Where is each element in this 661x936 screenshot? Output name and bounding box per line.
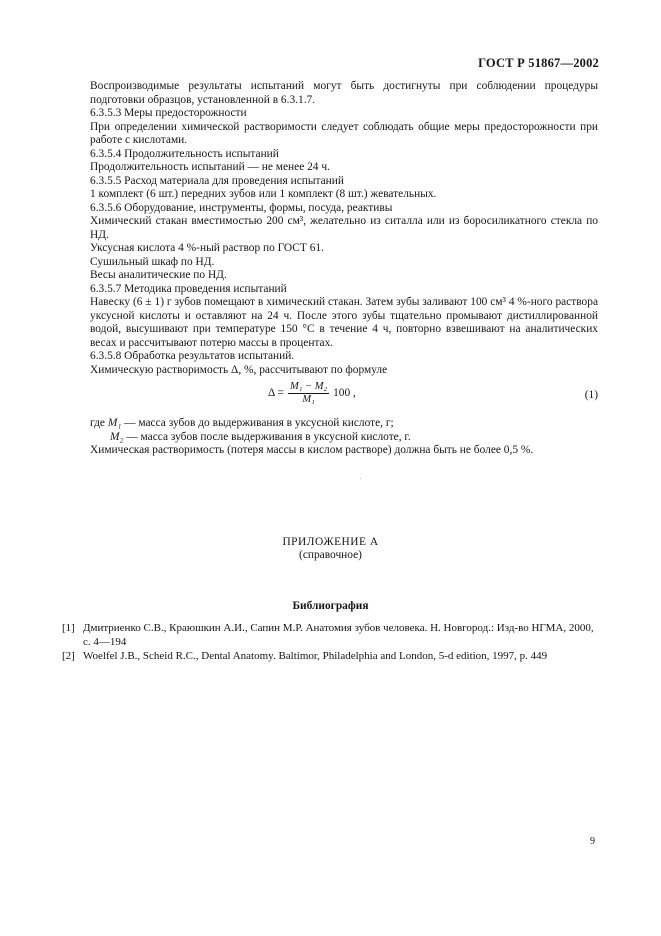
formula-denominator: M₁ <box>302 394 315 405</box>
appendix-heading <box>0 536 661 562</box>
appendix-subtitle: (справочное) <box>299 549 362 561</box>
paragraph-method: Навеску (6 ± 1) г зубов помещают в химический стакан. Затем зубы заливают 100 см³ 4 %-ного раствора уксусной кислоты и оставляют на 24 ч. После этого зубы тщательно промывают дистиллированной водой, высушивают при температуре 150 °С в течение 4 ч, повторно взвешивают на аналитических весах и рассчитывают потерю массы в процентах. <box>90 296 598 349</box>
scan-speck <box>360 478 361 479</box>
bibliography-item-number: [2] <box>62 650 75 662</box>
paragraph-duration: Продолжительность испытаний — не менее 24 ч. <box>90 161 330 173</box>
paragraph-formula-intro: Химическую растворимость Δ, %, рассчитывают по формуле <box>90 363 388 376</box>
page-number: 9 <box>590 836 595 847</box>
paragraph-beaker: Химический стакан вместимостью 200 см³, желательно из ситалла или из боросиликатного стекла по НД. <box>90 215 598 241</box>
paragraph-precautions: При определении химической растворимости следует соблюдать общие меры предосторожности при работе с кислотами. <box>90 120 598 146</box>
formula-lhs: Δ = <box>268 386 284 399</box>
bibliography-item <box>62 650 598 664</box>
where-m1 <box>90 417 598 431</box>
standard-header: ГОСТ Р 51867—2002 <box>478 56 599 70</box>
paragraph-acid: Уксусная кислота 4 %-ный раствор по ГОСТ 61. <box>90 242 324 254</box>
formula-numerator: M₁ − M₂ <box>289 381 328 392</box>
heading-6-3-5-6: 6.3.5.6 Оборудование, инструменты, формы, посуда, реактивы <box>90 201 393 214</box>
formula-row <box>90 381 598 411</box>
heading-6-3-5-3: 6.3.5.3 Меры предосторожности <box>90 107 247 119</box>
m2-symbol: M₂ <box>110 430 124 443</box>
section-body <box>90 80 598 458</box>
heading-6-3-5-4: 6.3.5.4 Продолжительность испытаний <box>90 147 279 160</box>
where-prefix: где <box>90 417 105 429</box>
where-m2 <box>90 431 598 445</box>
paragraph-oven: Сушильный шкаф по НД. <box>90 255 215 268</box>
bibliography-list <box>62 622 598 665</box>
m1-description: — масса зубов до выдерживания в уксусной кислоте, г; <box>121 417 394 429</box>
heading-6-3-5-7: 6.3.5.7 Методика проведения испытаний <box>90 282 287 295</box>
bibliography-title: Библиография <box>292 600 369 612</box>
appendix-title: ПРИЛОЖЕНИЕ А <box>282 536 379 548</box>
paragraph-scales: Весы аналитические по НД. <box>90 269 227 281</box>
bibliography-item-text: Woelfel J.B., Scheid R.C., Dental Anatomy. Baltimor, Philadelphia and London, 5-d edition, 1997, p. 449 <box>83 650 548 662</box>
bibliography-item-text: Дмитриенко С.В., Краюшкин А.И., Сапин М.Р. Анатомия зубов человека. Н. Новгород.: Изд-во НГМА, 2000, с. 4—194 <box>83 622 594 648</box>
formula-fraction <box>288 381 329 406</box>
solubility-formula <box>268 381 356 406</box>
bibliography-item <box>62 622 598 649</box>
heading-6-3-5-8: 6.3.5.8 Обработка результатов испытаний. <box>90 350 295 362</box>
m2-description: — масса зубов после выдерживания в уксусной кислоте, г. <box>123 430 411 443</box>
formula-number: (1) <box>584 389 598 401</box>
m1-symbol: M₁ <box>107 417 122 429</box>
paragraph-reproducibility: Воспроизводимые результаты испытаний могут быть достигнуты при соблюдении процедуры подготовки образцов, установленной в 6.3.1.7. <box>90 80 598 106</box>
paragraph-limit: Химическая растворимость (потеря массы в кислом растворе) должна быть не более 0,5 %. <box>90 444 534 456</box>
paragraph-material: 1 комплект (6 шт.) передних зубов или 1 комплект (8 шт.) жевательных. <box>90 188 437 200</box>
formula-multiplier: 100 , <box>333 386 356 399</box>
heading-6-3-5-5: 6.3.5.5 Расход материала для проведения испытаний <box>90 174 344 187</box>
bibliography-item-number: [1] <box>62 622 75 634</box>
